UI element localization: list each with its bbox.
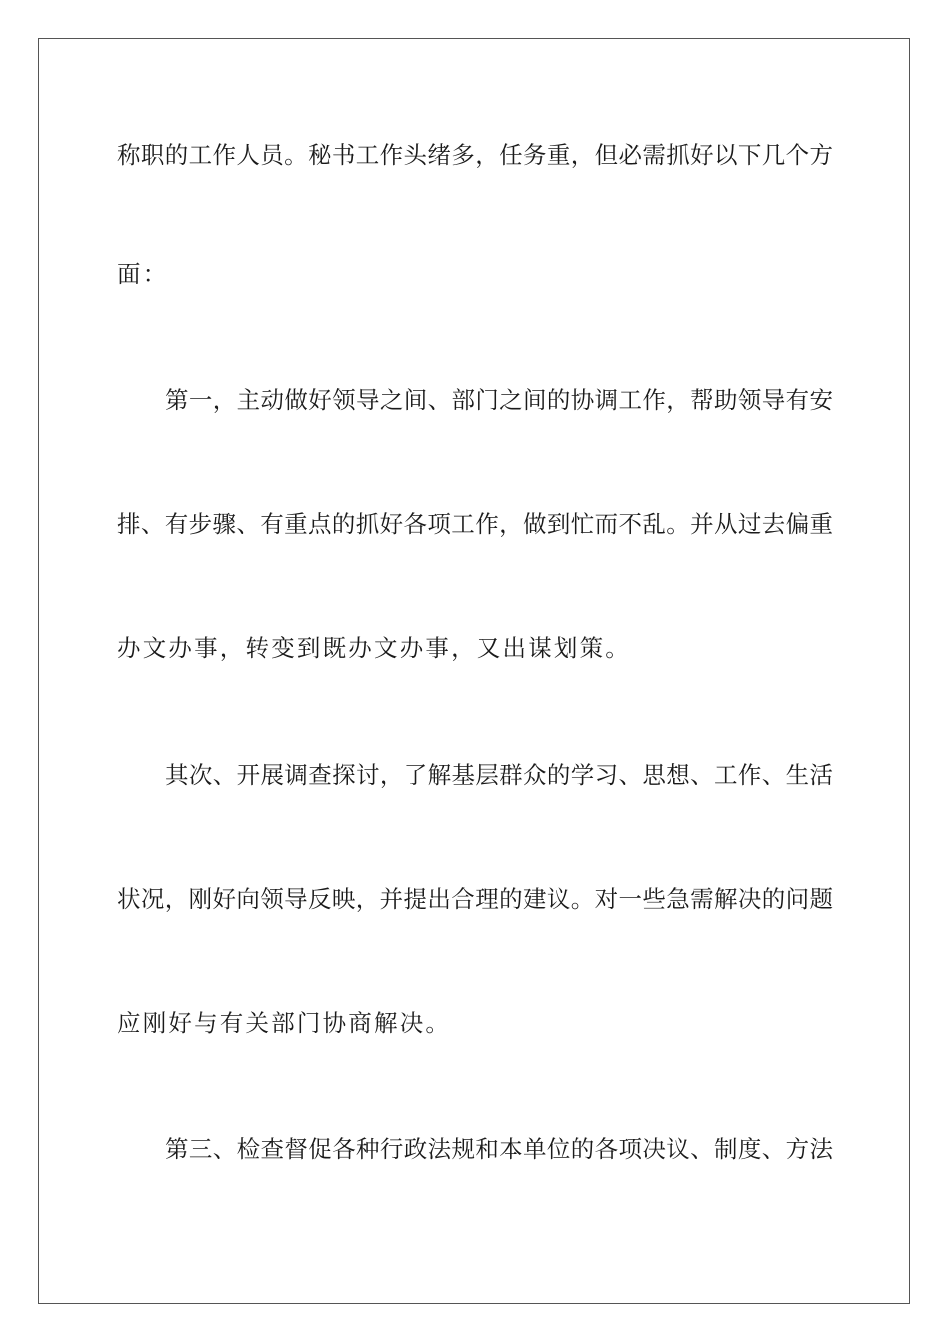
text-line-8: 应刚好与有关部门协商解决。	[117, 1009, 452, 1037]
text-line-6: 其次、开展调查探讨，了解基层群众的学习、思想、工作、生活	[165, 761, 833, 789]
text-line-4: 排、有步骤、有重点的抓好各项工作，做到忙而不乱。并从过去偏重	[117, 510, 833, 538]
page-border	[38, 38, 910, 1304]
text-line-7: 状况，刚好向领导反映，并提出合理的建议。对一些急需解决的问题	[117, 885, 833, 913]
text-line-5: 办文办事，转变到既办文办事，又出谋划策。	[117, 634, 631, 662]
text-line-9: 第三、检查督促各种行政法规和本单位的各项决议、制度、方法	[165, 1135, 833, 1163]
text-line-2: 面：	[117, 260, 169, 288]
text-line-3: 第一，主动做好领导之间、部门之间的协调工作，帮助领导有安	[165, 386, 833, 414]
text-line-1: 称职的工作人员。秘书工作头绪多，任务重，但必需抓好以下几个方	[117, 141, 833, 169]
